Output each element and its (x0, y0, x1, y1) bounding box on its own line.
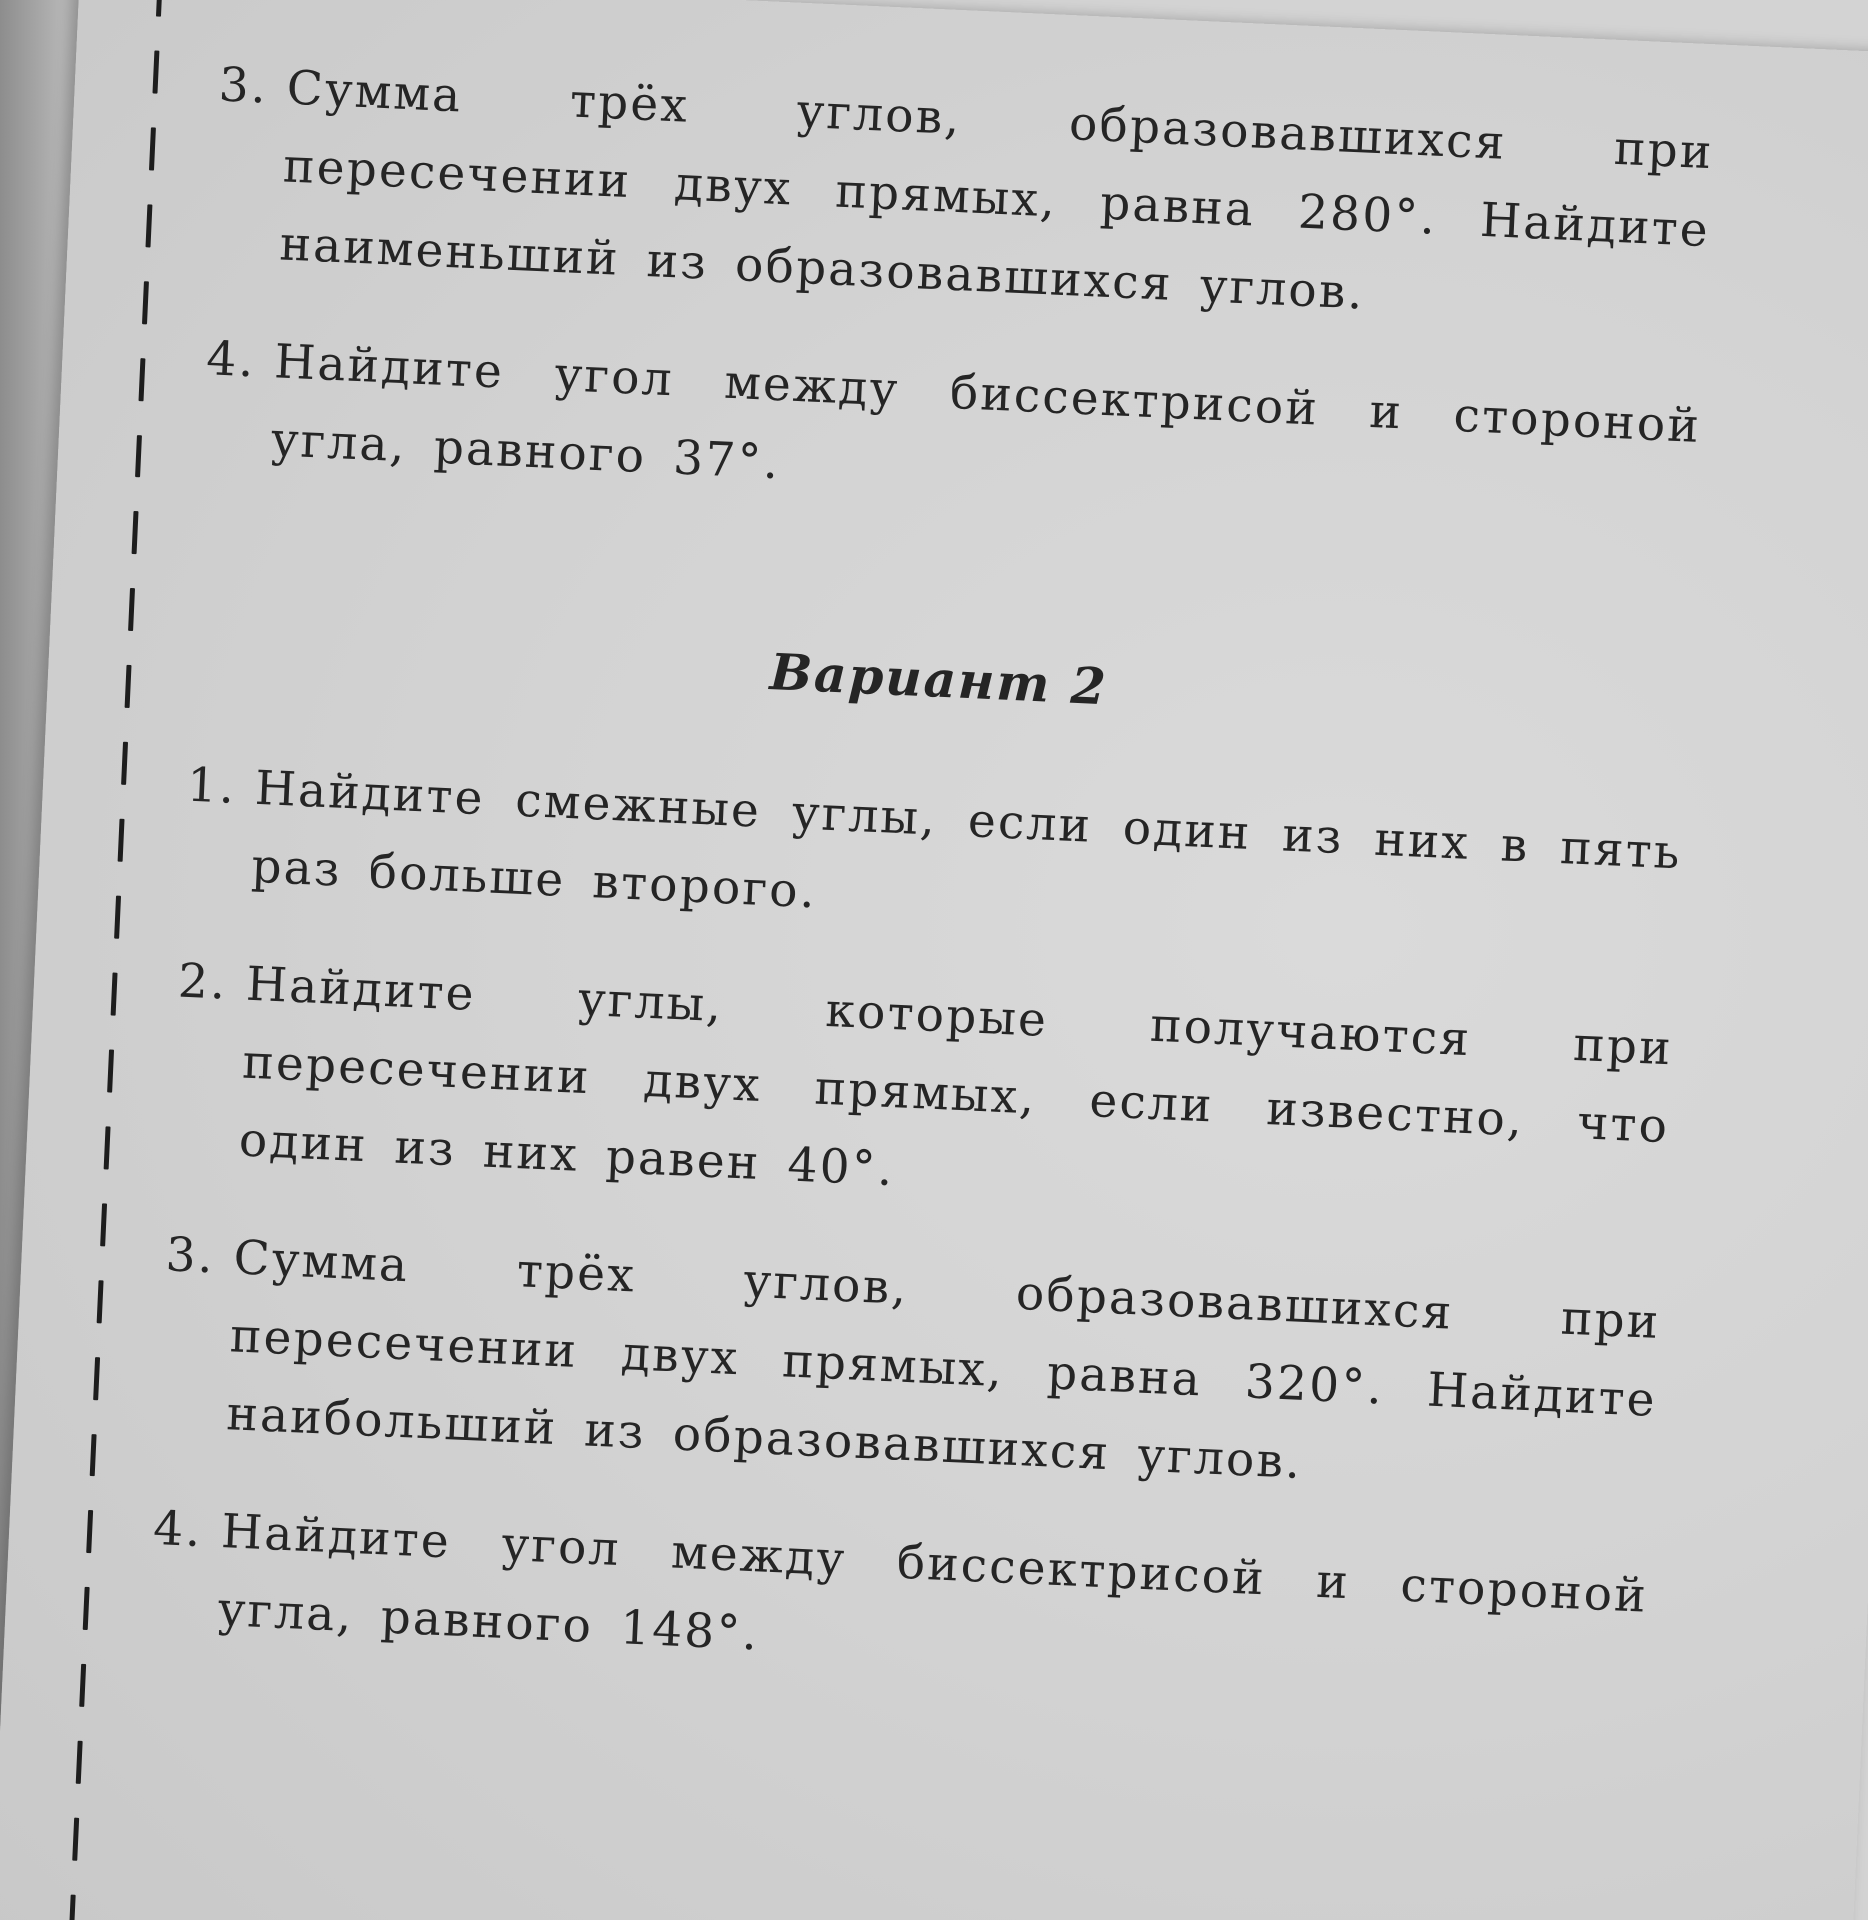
task-v2-1 (178, 747, 1684, 971)
cut-dash (90, 1434, 97, 1477)
page-content (142, 46, 1715, 1753)
variant-heading: Вариант 2 (768, 642, 1109, 717)
cut-dash (69, 1895, 76, 1920)
task-number: 2. (176, 953, 229, 1011)
cut-dash (86, 1510, 93, 1553)
cut-dash (114, 896, 121, 939)
cut-dash (72, 1818, 79, 1861)
cut-dash (107, 1049, 114, 1092)
task-v2-2 (165, 942, 1674, 1244)
cut-dash (135, 435, 142, 478)
task-text: Сумма трёх углов, образовавшихся при пересечении двух прямых, равна 280°. Найдите наименьший из образовавшихся углов. (278, 60, 1715, 321)
cut-dash (149, 127, 156, 170)
task-v2-4 (144, 1490, 1650, 1714)
cut-dash (104, 1126, 111, 1169)
task-v2-3 (153, 1216, 1662, 1518)
cut-dash (125, 665, 132, 708)
task-text: Найдите угол между биссектрисой и стороной угла, равного 37°. (269, 334, 1703, 491)
cut-dash (132, 511, 139, 554)
cut-dash (146, 204, 153, 247)
task-text: Найдите углы, которые получаются при пересечении двух прямых, если известно, что один из них равен 40°. (237, 956, 1674, 1198)
task-text: Найдите угол между биссектрисой и стороной угла, равного 148°. (216, 1504, 1650, 1662)
cut-dash (152, 50, 159, 93)
cut-dash (93, 1357, 100, 1400)
task-number: 3. (164, 1227, 217, 1285)
task-text: Сумма трёх углов, образовавшихся при пересечении двух прямых, равна 320°. Найдите наибольший из образовавшихся углов. (225, 1230, 1662, 1490)
task-number: 1. (185, 757, 238, 815)
task-v1-4 (197, 320, 1703, 544)
cut-dash (118, 819, 125, 862)
task-number: 4. (152, 1500, 204, 1559)
task-text: Найдите смежные углы, если один из них в пять раз больше второго. (250, 760, 1683, 920)
cut-dash (121, 742, 128, 785)
cut-dash (76, 1741, 83, 1784)
task-number: 3. (217, 57, 270, 115)
cut-dash (142, 281, 149, 324)
cut-dash (79, 1664, 86, 1707)
cut-dash (128, 588, 135, 631)
cut-dash (100, 1203, 107, 1246)
task-v1-3 (206, 46, 1715, 348)
cut-dash (139, 358, 146, 401)
cut-dash (156, 0, 163, 17)
task-number: 4. (205, 331, 257, 389)
cut-dash (111, 972, 118, 1015)
cut-dash (97, 1280, 104, 1323)
cut-dash (83, 1587, 90, 1630)
